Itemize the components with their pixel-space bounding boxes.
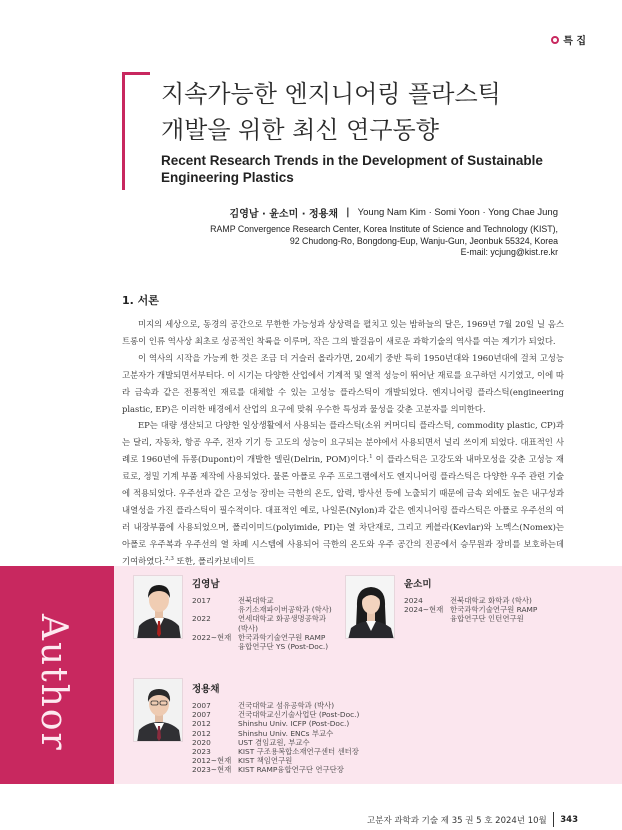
article-title-english (161, 152, 581, 186)
author-side-banner (0, 566, 114, 784)
bio-kim-name: 김영남 (192, 579, 220, 590)
bio-yoon-row: 2024~현재 한국과학기술연구원 RAMP (404, 605, 538, 615)
article-title-korean (161, 76, 581, 148)
body-paragraph-3 (122, 417, 564, 569)
body-paragraph-3-part-b: 이 플라스틱은 고강도와 내마모성을 갖춘 고성능 재료로, 정밀 기계 부품 제작에 사용되었다. 물론 아폴로 우주 프로그램에서도 엔지니어링 플라스틱은 다양한 우주 관련 기술에 적용되었다. 우주선과 같은 고성능 장비는 극한의 온도, 압력, 방사선 등에 노출되기 때문에 금속 외에도 높은 내구성과 내열성을 가진 플라스틱이 필수적이다. 대표적인 예로, 나일론(Nylon)과 같은 엔지니어링 플라스틱은 아폴로 우주선의 여러 내장부품에 사용되었으며, 폴리이미드(polyimide, PI)는 열 차단재로, 그리고 케블라(Kevlar)와 노멕스(Nomex)는 아폴로 우주복과 우주선의 열 차폐 시스템에 사용되어 극한의 온도와 우주 공간의 진공에서 승무원과 장비를 보호하는데 기여하였다. (122, 454, 565, 566)
affiliation-email[interactable]: E-mail: ycjung@kist.re.kr (460, 247, 558, 257)
special-feature-tag (551, 32, 586, 47)
body-paragraph-2: 이 역사의 시작을 가능케 한 것은 조금 더 거슬러 올라가면, 20세기 중반 특히 1950년대와 1960년대에 걸쳐 고성능 고분자가 개발되면서부터다. 이 시기는 다양한 산업에서 기계적 및 열적 성능이 뛰어난 재료를 요구하던 시기였고, 이에 따라 금속과 같은 전통적인 재료를 대체할 수 있는 고성능 플라스틱이 개발되었다. 엔지니어링 플라스틱(engineering plastic, EP)은 이러한 배경에서 산업의 요구에 맞춰 우수한 특성과 물성을 갖춘 고분자를 의미한다. (122, 352, 564, 414)
bio-jung-row: 2012~현재 KIST 책임연구원 (192, 756, 293, 766)
portrait-jung-icon (134, 679, 183, 742)
title-en-line1: Recent Research Trends in the Development of Sustainable (161, 153, 543, 168)
author-photo-kim (133, 575, 183, 639)
journal-info: 고분자 과학과 기술 제 35 권 5 호 2024년 10월 (367, 815, 547, 826)
body-paragraph-3-part-c: 또한, 폴리카보네이트 (173, 555, 255, 566)
citation-2-3: 2,3 (165, 555, 174, 562)
bio-jung-row: 2023~현재 KIST RAMP융합연구단 연구단장 (192, 765, 344, 775)
bio-jung-row: 2023 KIST 구조용복합소재연구센터 센터장 (192, 747, 359, 757)
affiliation (118, 224, 558, 259)
bio-yoon (404, 576, 574, 624)
footer-divider (553, 812, 555, 827)
circle-bullet-icon (551, 36, 559, 44)
bio-jung-row: 2012 Shinshu Univ. ICFP (Post-Doc.) (192, 719, 350, 729)
article-body (122, 316, 564, 570)
bio-jung-name: 정용채 (192, 684, 220, 695)
title-ko-line2: 개발을 위한 최신 연구동향 (161, 116, 439, 144)
bio-kim-row: (박사) (238, 623, 259, 633)
page-footer (367, 812, 578, 827)
affiliation-line1: RAMP Convergence Research Center, Korea Institute of Science and Technology (KIST), (210, 224, 558, 234)
author-photo-yoon (345, 575, 395, 639)
bio-jung (192, 681, 412, 775)
bio-yoon-row: 2024 전북대학교 화학과 (학사) (404, 596, 532, 605)
section-heading-introduction: 1. 서론 (122, 294, 159, 307)
authors-english: Young Nam Kim · Somi Yoon · Yong Chae Jung (357, 207, 558, 218)
portrait-kim-icon (134, 576, 183, 639)
bio-yoon-row: 융합연구단 인턴연구원 (450, 614, 524, 624)
bio-kim-row: 2017 전북대학교 (192, 596, 274, 605)
bio-jung-row: 2020 UST 겸임교원, 부교수 (192, 737, 310, 747)
author-line (230, 205, 558, 220)
special-feature-label: 특 집 (563, 36, 586, 47)
affiliation-line2: 92 Chudong-Ro, Bongdong-Eup, Wanju-Gun, Jeonbuk 55324, Korea (289, 235, 558, 246)
title-en-line2: Engineering Plastics (161, 170, 294, 185)
body-paragraph-1: 미지의 세상으로, 동경의 공간으로 무한한 가능성과 상상력을 펼치고 있는 밤하늘의 달은, 1969년 7월 20일 닐 옴스트롱이 인류 역사상 최초로 성공적인 착륙을 이루며, 작은 그의 발걸음이 새로운 과학기술의 역사를 여는 계기가 되었다. (122, 319, 564, 346)
bio-kim (192, 576, 342, 651)
bio-jung-row: 2012 Shinshu Univ. ENCs 부교수 (192, 728, 334, 738)
bio-jung-row: 2007 건국대학교 섬유공학과 (박사) (192, 701, 335, 710)
bio-jung-row: 2007 건국대학교신기술사업단 (Post-Doc.) (192, 710, 360, 720)
citation-1: 1 (369, 454, 373, 461)
title-ko-line1: 지속가능한 엔지니어링 플라스틱 (161, 80, 501, 108)
authors-separator: | (346, 207, 350, 218)
bio-kim-row: 유기소재파이버공학과 (학사) (238, 605, 332, 615)
bio-yoon-name: 윤소미 (404, 579, 432, 590)
bio-kim-row: 2022~현재 한국과학기술연구원 RAMP (192, 632, 326, 642)
bio-kim-row: 2022 연세대학교 화공생명공학과 (192, 614, 327, 624)
authors-korean: 김영남 · 윤소미 · 정용채 (229, 209, 338, 220)
title-bracket-decoration (122, 72, 150, 190)
portrait-yoon-icon (346, 576, 395, 639)
body-paragraph-3-part-a: EP는 대량 생산되고 다양한 일상생활에서 사용되는 플라스틱(소위 커머디티 플라스틱, commodity plastic, CP)과는 달리, 자동차, 항공 우주, 전자 기기 등 고도의 성능이 요구되는 분야에서 사용되면서 널리 쓰이게 되었다. 대표적인 사례로 1960년에 듀퐁(Dupont)이 개발한 델린(Delrin, POM)이다. (122, 420, 564, 465)
author-label: Author (33, 614, 74, 752)
bio-kim-row: 융합연구단 YS (Post-Doc.) (238, 642, 329, 652)
page-number: 343 (560, 814, 578, 825)
author-photo-jung (133, 678, 183, 742)
